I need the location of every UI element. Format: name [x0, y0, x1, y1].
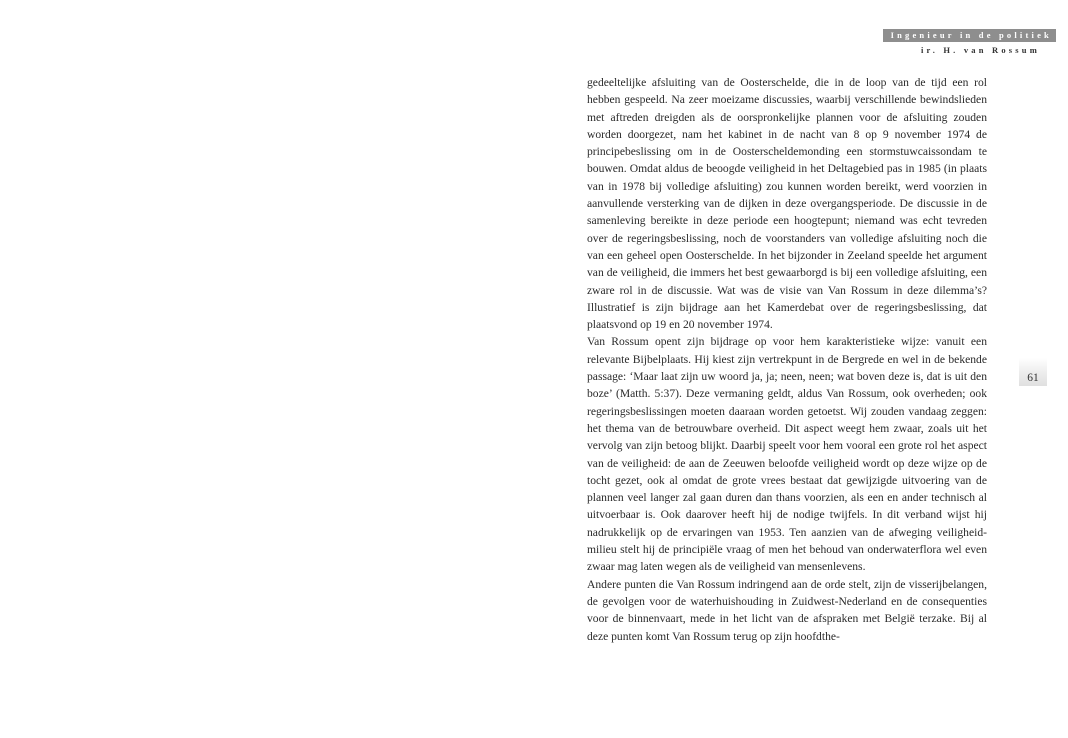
page-number-tab — [1019, 358, 1047, 386]
paragraph-van-rossum-contribution: Van Rossum opent zijn bijdrage op voor hem karakteristieke wijze: vanuit een relevante Bijbelplaats. Hij kiest zijn vertrekpunt in de Bergrede en wel in de bekende passage: ‘Maar laat zijn uw woord ja, ja; neen, neen; wat boven deze is, dat is uit den boze’ (Matth. 5:37). Deze vermaning geldt, aldus Van Rossum, ook overheden; ook regeringsbeslissingen moeten daaraan worden getoetst. Wij zouden vandaag zeggen: het thema van de betrouwbare overheid. Dit aspect weegt hem zwaar, zoals uit het vervolg van zijn betoog blijkt. Daarbij speelt voor hem vooral een grote rol het aspect van de veiligheid: de aan de Zeeuwen beloofde veiligheid wordt op deze wijze op de tocht gezet, ook al omdat de grote vrees bestaat dat gewijzigde uitvoering van de plannen veel langer zal gaan duren dan thans voorzien, als een en ander technisch al uitvoerbaar is. Ook daarover heeft hij de nodige twijfels. In dit verband wijst hij nadrukkelijk op de ervaringen van 1953. Ten aanzien van de afweging veiligheid-milieu stelt hij de principiële vraag of men het behoud van onderwaterflora wel even zwaar mag laten wegen als de veiligheid van mensenlevens. — [587, 335, 987, 574]
running-head-title: Ingenieur in de politiek — [883, 29, 1056, 42]
paragraph-oosterschelde-decision: gedeeltelijke afsluiting van de Oosterschelde, die in de loop van de tijd een rol hebben gespeeld. Na zeer moeizame discussies, waarbij verschillende bewindslieden met aftreden dreigden als de oorspronkelijke plannen voor de afsluiting zouden worden doorgezet, nam het kabinet in de nacht van 8 op 9 november 1974 de principebeslissing om in de Oosterscheldemonding een stormstuwcaissondam te bouwen. Omdat aldus de beoogde veiligheid in het Deltagebied pas in 1985 (in plaats van in 1978 bij volledige afsluiting) zou kunnen worden bereikt, werd voorzien in aanvullende versterking van de dijken in deze overgangsperiode. De discussie in de samenleving bereikte in deze periode een hoogtepunt; niemand was echt tevreden over de regeringsbeslissing, noch de voorstanders van volledige afsluiting noch die van een geheel open Oosterschelde. In het bijzonder in Zeeland speelde het argument van de veiligheid, die immers het best gewaarborgd is bij een volledige afsluiting, een zware rol in de discussie. Wat was de visie van Van Rossum in deze dilemma’s? Illustratief is zijn bijdrage aan het Kamerdebat over de regeringsbeslissing, dat plaatsvond op 19 en 20 november 1974. — [587, 76, 987, 332]
running-head — [883, 25, 1056, 56]
body-text — [587, 74, 987, 645]
page-number: 61 — [1027, 372, 1039, 384]
running-head-author: ir. H. van Rossum — [920, 45, 1040, 55]
paragraph-other-points: Andere punten die Van Rossum indringend aan de orde stelt, zijn de visserijbelangen, de gevolgen voor de waterhuishouding in Zuidwest-Nederland en de consequenties voor de binnenvaart, mede in het licht van de afspraken met België terzake. Bij al deze punten komt Van Rossum terug op zijn hoofdthe- — [587, 577, 987, 643]
